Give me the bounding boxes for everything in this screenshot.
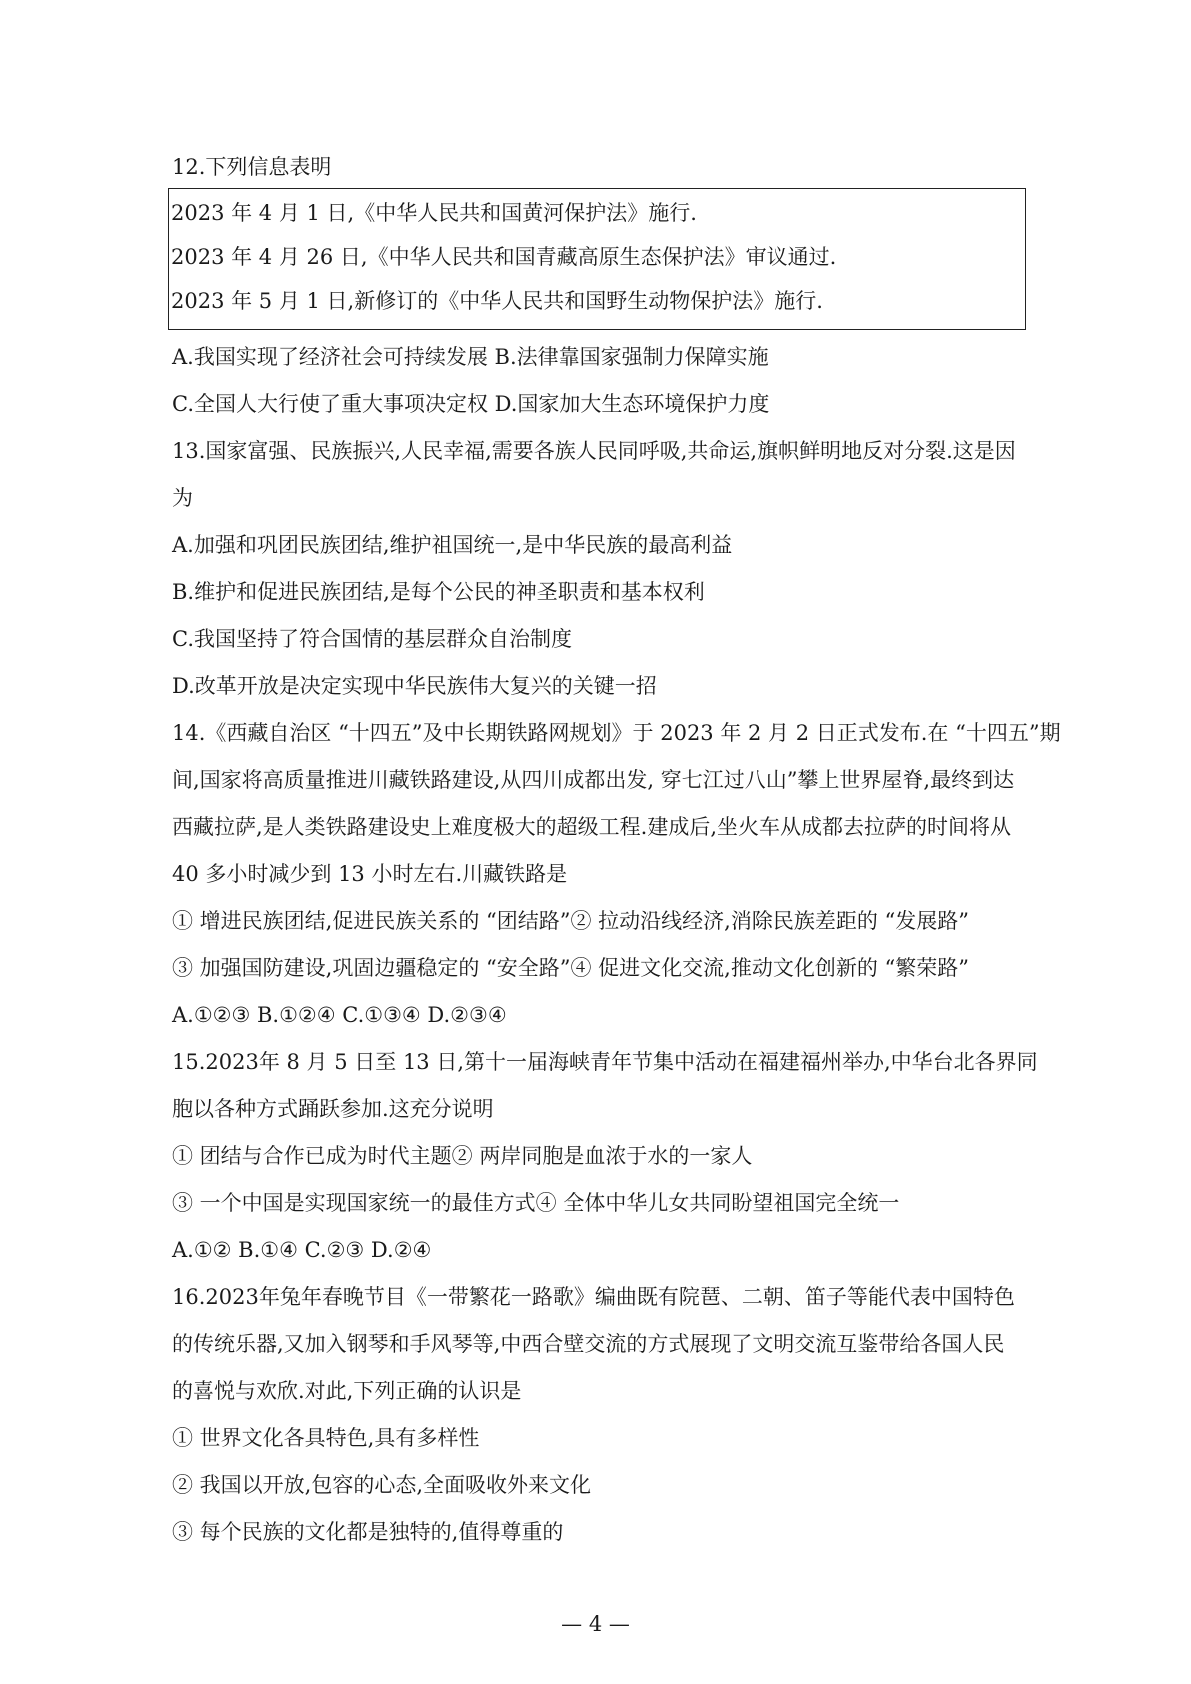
q15-options: A.①② B.①④ C.②③ D.②④: [172, 1238, 432, 1262]
q12-stem: 12.下列信息表明: [172, 155, 332, 179]
q14-options: A.①②③ B.①②④ C.①③④ D.②③④: [172, 1003, 507, 1027]
q14-items-34: ③ 加强国防建设,巩固边疆稳定的 “安全路”④ 促进文化交流,推动文化创新的 “繁荣路”: [172, 956, 969, 980]
q12-info-box: [168, 188, 1026, 330]
q16-stem-line-1: 16.2023年兔年春晚节目《一带繁花一路歌》编曲既有院琶、二朝、笛子等能代表中国特色: [172, 1285, 1015, 1309]
q12-box-line-3: 2023 年 5 月 1 日,新修订的《中华人民共和国野生动物保护法》施行.: [171, 289, 823, 313]
page-number: — 4 —: [561, 1612, 630, 1636]
q15-items-34: ③ 一个中国是实现国家统一的最佳方式④ 全体中华儿女共同盼望祖国完全统一: [172, 1191, 900, 1215]
q16-stem-line-3: 的喜悦与欢欣.对此,下列正确的认识是: [172, 1379, 522, 1403]
q13-option-d: D.改革开放是决定实现中华民族伟大复兴的关键一招: [172, 674, 657, 698]
q16-item-3: ③ 每个民族的文化都是独特的,值得尊重的: [172, 1520, 564, 1544]
q12-option-ab: A.我国实现了经济社会可持续发展 B.法律靠国家强制力保障实施: [172, 345, 769, 369]
q13-option-a: A.加强和巩团民族团结,维护祖国统一,是中华民族的最高利益: [172, 533, 733, 557]
q15-items-12: ① 团结与合作已成为时代主题② 两岸同胞是血浓于水的一家人: [172, 1144, 753, 1168]
q13-stem-line-2: 为: [172, 486, 193, 510]
q16-stem-line-2: 的传统乐器,又加入钢琴和手风琴等,中西合壁交流的方式展现了文明交流互鉴带给各国人民: [172, 1332, 1005, 1356]
q14-stem-line-4: 40 多小时减少到 13 小时左右.川藏铁路是: [172, 862, 568, 886]
q16-item-1: ① 世界文化各具特色,具有多样性: [172, 1426, 480, 1450]
q15-stem-line-1: 15.2023年 8 月 5 日至 13 日,第十一届海峡青年节集中活动在福建福州举办,中华台北各界同: [172, 1050, 1038, 1074]
q12-box-line-2: 2023 年 4 月 26 日,《中华人民共和国青藏高原生态保护法》审议通过.: [171, 245, 837, 269]
q12-option-cd: C.全国人大行使了重大事项决定权 D.国家加大生态环境保护力度: [172, 392, 770, 416]
q12-box-line-1: 2023 年 4 月 1 日,《中华人民共和国黄河保护法》施行.: [171, 201, 697, 225]
q14-stem-line-1: 14.《西藏自治区 “十四五”及中长期铁路网规划》于 2023 年 2 月 2 日正式发布.在 “十四五”期: [172, 721, 1061, 745]
q14-items-12: ① 增进民族团结,促进民族关系的 “团结路”② 拉动沿线经济,消除民族差距的 “发展路”: [172, 909, 969, 933]
q16-item-2: ② 我国以开放,包容的心态,全面吸收外来文化: [172, 1473, 592, 1497]
q14-stem-line-3: 西藏拉萨,是人类铁路建设史上难度极大的超级工程.建成后,坐火车从成都去拉萨的时间将从: [172, 815, 1012, 839]
q15-stem-line-2: 胞以各种方式踊跃参加.这充分说明: [172, 1097, 494, 1121]
q13-option-c: C.我国坚持了符合国情的基层群众自治制度: [172, 627, 572, 651]
q14-stem-line-2: 间,国家将高质量推进川藏铁路建设,从四川成都出发, 穿七江过八山”攀上世界屋脊,最终到达: [172, 768, 1015, 792]
q13-stem-line-1: 13.国家富强、民族振兴,人民幸福,需要各族人民同呼吸,共命运,旗帜鲜明地反对分裂.这是因: [172, 439, 1016, 463]
q13-option-b: B.维护和促进民族团结,是每个公民的神圣职责和基本权利: [172, 580, 705, 604]
